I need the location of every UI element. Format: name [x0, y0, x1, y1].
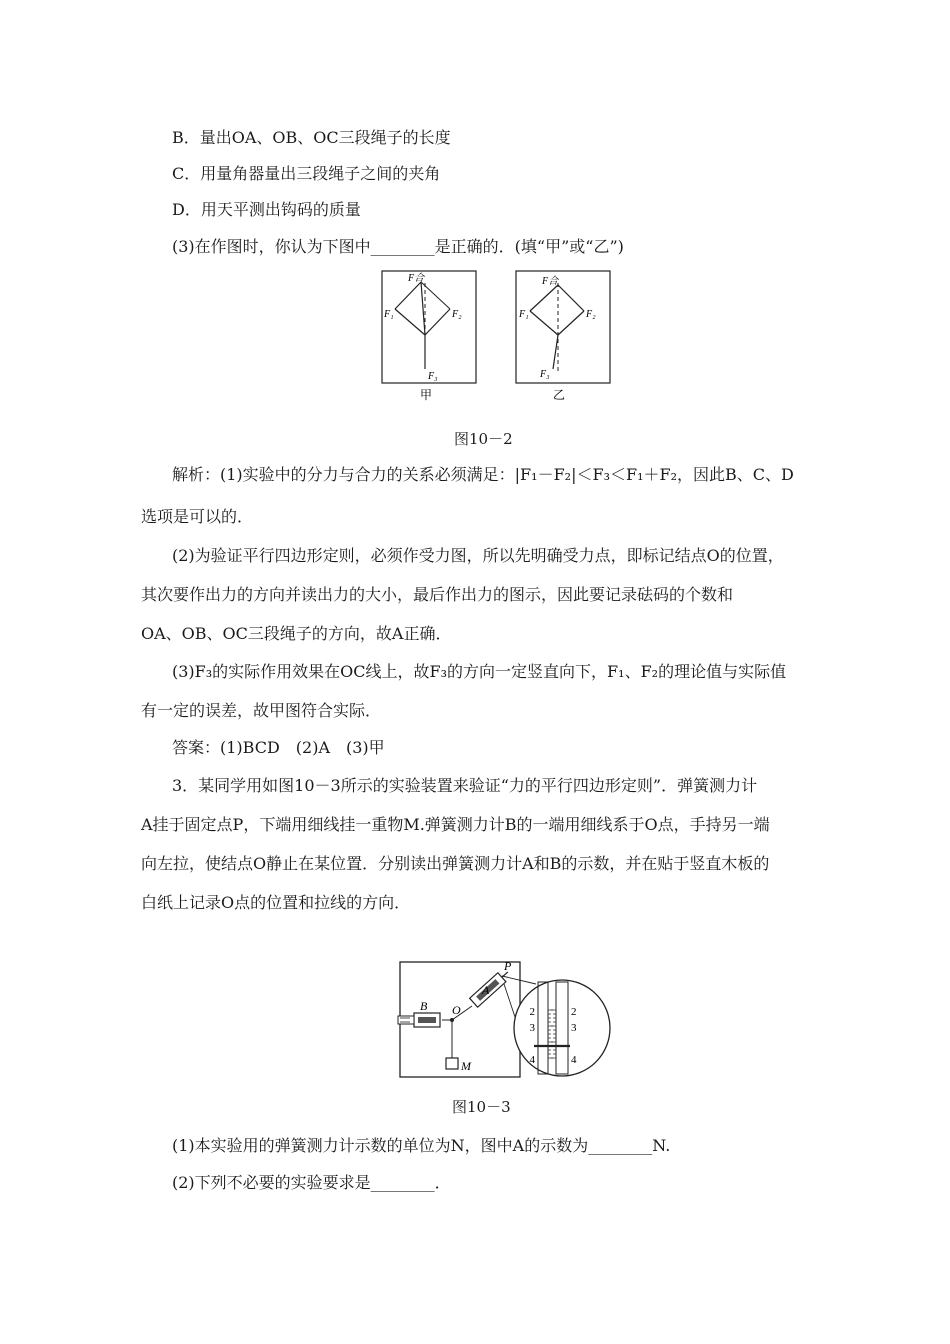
- scale-left-4: 4: [529, 1054, 535, 1066]
- figure-yi: [516, 271, 610, 402]
- option-d: D．用天平测出钩码的质量: [172, 200, 361, 219]
- scale-left-3: 3: [529, 1022, 535, 1034]
- figure-10-2: [370, 265, 620, 405]
- scale-right-2: 2: [571, 1006, 577, 1018]
- label-b: B: [420, 999, 428, 1013]
- question-3-fill: (3)在作图时，你认为下图中________是正确的．(填“甲”或“乙”): [172, 237, 624, 256]
- jia-f-he: F合: [408, 273, 425, 284]
- label-m: M: [461, 1059, 471, 1073]
- label-o: O: [452, 1003, 461, 1017]
- yi-f-he: F合: [542, 276, 559, 287]
- analysis-1: 解析：(1)实验中的分力与合力的关系必须满足：|F₁－F₂|＜F₃＜F₁＋F₂，因此B、C、D: [172, 465, 794, 484]
- spring-scale-b: [398, 1013, 440, 1027]
- scale-left-2: 2: [529, 1006, 535, 1018]
- figure-10-2-caption: 图10－2: [454, 430, 513, 448]
- analysis-3-cont: 有一定的误差，故甲图符合实际．: [141, 701, 382, 720]
- analysis-3: (3)F₃的实际作用效果在OC线上，故F₃的方向一定竖直向下，F₁、F₂的理论值与实际值: [172, 662, 787, 681]
- question-3-part-1: (1)本实验用的弹簧测力计示数的单位为N，图中A的示数为________N.: [172, 1136, 671, 1155]
- answer: 答案：(1)BCD (2)A (3)甲: [172, 738, 385, 757]
- jia-f2: F₂: [452, 309, 462, 320]
- analysis-2-cont-2: OA、OB、OC三段绳子的方向，故A正确．: [141, 624, 452, 643]
- analysis-2: (2)为验证平行四边形定则，必须作受力图，所以先明确受力点，即标记结点O的位置，: [172, 546, 784, 565]
- yi-f3: F₃: [540, 369, 550, 380]
- yi-f1: F₁: [519, 309, 529, 320]
- question-3-part-2: (2)下列不必要的实验要求是________．: [172, 1173, 451, 1192]
- figure-jia: [382, 271, 476, 402]
- yi-f2: F₂: [586, 309, 596, 320]
- analysis-2-cont-1: 其次要作出力的方向并读出力的大小，最后作出力的图示，因此要记录砝码的个数和: [141, 585, 734, 604]
- scale-right-3: 3: [571, 1022, 577, 1034]
- scale-right-4: 4: [571, 1054, 577, 1066]
- option-b: B．量出OA、OB、OC三段绳子的长度: [172, 128, 451, 147]
- jia-f3: F₃: [428, 371, 438, 382]
- jia-label: 甲: [420, 388, 433, 402]
- figure-10-3-caption: 图10－3: [452, 1098, 511, 1116]
- label-p: P: [504, 959, 512, 973]
- yi-label: 乙: [553, 388, 566, 402]
- option-c: C．用量角器量出三段绳子之间的夹角: [172, 164, 441, 183]
- question-3-line-4: 白纸上记录O点的位置和拉线的方向．: [141, 893, 411, 912]
- question-3-line-3: 向左拉，使结点O静止在某位置．分别读出弹簧测力计A和B的示数，并在贴于竖直木板的: [141, 854, 770, 873]
- label-a: A: [482, 983, 490, 997]
- question-3-intro: 3．某同学用如图10－3所示的实验装置来验证“力的平行四边形定则”．弹簧测力计: [172, 776, 758, 795]
- figure-10-3: [390, 958, 620, 1083]
- jia-f1: F₁: [384, 309, 394, 320]
- analysis-1-cont: 选项是可以的．: [141, 507, 254, 526]
- magnified-scale: [514, 980, 610, 1076]
- question-3-line-2: A挂于固定点P，下端用细线挂一重物M.弹簧测力计B的一端用细线系于O点，手持另一端: [141, 815, 770, 834]
